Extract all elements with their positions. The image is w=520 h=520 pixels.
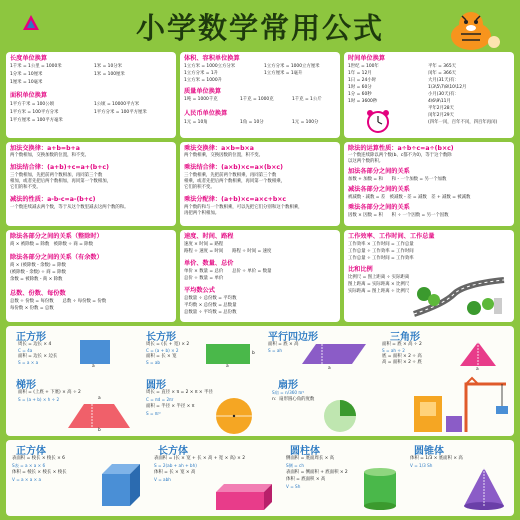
area-line-2: 1公顷 = 10000平方米 <box>94 102 140 107</box>
cube-line-1: 表面积 = 棱长 × 棱长 × 6 <box>12 456 65 461</box>
area-line-3: 1平方米 = 100平方分米 <box>10 110 59 115</box>
triangle-shape <box>458 340 498 368</box>
average-heading: 平均数公式 <box>184 287 215 294</box>
circle-line-2: C = πd = 2πr <box>146 397 174 402</box>
speed-heading: 速度、时间、路程 <box>184 233 234 240</box>
solid-shapes-panel <box>6 440 514 516</box>
work-line-3: 工作总量 ÷ 工作时间 = 工作效率 <box>348 256 414 261</box>
cylinder-line-4: 体积 = 底面积 × 高 <box>286 477 326 482</box>
triangle-line-2: S = ah ÷ 2 <box>382 348 405 353</box>
triangle-line-1: 面积 = 底 × 高 ÷ 2 <box>382 342 422 347</box>
cylinder-shape <box>362 466 398 512</box>
sector-shape <box>322 398 358 434</box>
mul-laws-panel <box>180 142 340 226</box>
volume-weight-panel <box>180 52 340 138</box>
speed-line-1: 速度 × 时间 = 路程 <box>184 242 224 247</box>
time-heading: 时间单位换算 <box>348 55 386 62</box>
trapezoid-label-a: a <box>98 396 101 401</box>
sub-prop-heading: 减法的性质：a-b-c=a-(b+c) <box>10 196 96 203</box>
mul-assoc-heading: 乘法结合律：(a×b)×c=a×(b×c) <box>184 164 283 171</box>
triangle-title: 三角形 <box>390 332 420 343</box>
cylinder-line-1: 侧面积 = 底面周长 × 高 <box>286 456 335 461</box>
time-line-5: 1分 = 60秒 <box>348 92 372 97</box>
add-assoc-line-3: 它们的和不变。 <box>10 185 41 190</box>
time-right-6: 4\6\9\11月 <box>428 99 451 104</box>
time-line-1: 1世纪 = 100年 <box>348 64 379 69</box>
add-exchange-heading: 加法交换律：a+b=b+a <box>10 145 80 152</box>
average-line-2: 平均数 × 总份数 = 总数量 <box>184 303 237 308</box>
length-area-panel <box>6 52 176 138</box>
cube-line-2: S表 = a × a × 6 <box>12 463 46 468</box>
div-rem-line-1: 商 × (被除数 - 余数) = 除数 <box>10 263 66 268</box>
sector-line-2: n：扇形圆心角的度数 <box>272 397 315 402</box>
square-line-1: 周长 = 边长 × 4 <box>18 342 52 347</box>
cube-line-3: 体积 = 棱长 × 棱长 × 棱长 <box>12 470 67 475</box>
mul-assoc-line-2: 相乘，或者先把后两个数相乘，再同第一个数相乘， <box>184 179 285 184</box>
volume-line-3: 1立方分米 = 1升 <box>184 71 219 76</box>
square-shape <box>80 340 110 364</box>
volume-line-4: 1立方厘米 = 1毫升 <box>264 71 303 76</box>
rectangle-label-b: b <box>252 351 255 356</box>
average-line-3: 总数量 ÷ 平均数 = 总份数 <box>184 310 237 315</box>
parallelogram-label-a: a <box>328 366 331 371</box>
ratio-line-2: 图上距离 = 实际距离 × 比例尺 <box>348 282 410 287</box>
mul-exchange-line: 两个数相乘，交换因数的位置，积不变。 <box>184 153 264 158</box>
cuboid-line-2: S = 2(ab + ah + bh) <box>154 463 197 468</box>
time-right-1: 平年 = 365天 <box>428 64 457 69</box>
volume-line-2: 1立方分米 = 1000立方厘米 <box>264 64 320 69</box>
weight-line-2: 1千克 = 1000克 <box>240 97 274 102</box>
rectangle-line-3: 面积 = 长 × 宽 <box>146 354 177 359</box>
triangle-label-a: a <box>476 367 479 372</box>
circle-line-1: 周长 = 直径 × π = 2 × π × 半径 <box>146 390 213 395</box>
cube-title: 正方体 <box>16 446 46 457</box>
trapezoid-label-b: b <box>98 428 101 433</box>
rectangle-line-1: 周长 = (长 + 宽) × 2 <box>146 342 190 347</box>
time-line-6: 1时 = 3600秒 <box>348 99 378 104</box>
time-line-4: 1时 = 60分 <box>348 85 372 90</box>
area-line-4: 1平方分米 = 100平方厘米 <box>94 110 147 115</box>
circle-shape <box>214 396 254 436</box>
relations-panel <box>344 142 514 226</box>
total-line-2: 每份数 × 份数 = 总数 <box>10 306 54 311</box>
div-rem-line-2: (被除数 - 余数) ÷ 商 = 除数 <box>10 270 66 275</box>
money-line-1: 1元 = 10角 <box>184 120 208 125</box>
square-title: 正方形 <box>16 332 46 343</box>
add-assoc-line-1: 三个数相加，先把前两个数相加，再同第三个数 <box>10 173 103 178</box>
cylinder-title: 圆柱体 <box>290 446 320 457</box>
time-panel <box>344 52 514 138</box>
mul-assoc-line-3: 它们的积不变。 <box>184 185 215 190</box>
time-line-2: 1年 = 12月 <box>348 71 372 76</box>
volume-heading: 体积、容积单位换算 <box>184 55 240 62</box>
cone-line-2: V = 1/3 Sh <box>410 463 433 468</box>
volume-line-5: 1立方米 = 1000升 <box>184 78 223 83</box>
ratio-line-1: 比例尺 = 图上距离 ÷ 实际距离 <box>348 275 410 280</box>
area-heading: 面积单位换算 <box>10 92 48 99</box>
sub-parts-line: 被减数 - 减数 = 差 被减数 - 差 = 减数 差 + 减数 = 被减数 <box>348 195 471 200</box>
div-prop-line-2: 以这两个数的积。 <box>348 159 384 164</box>
length-line-1: 1千米 = 1公里 = 1000米 <box>10 64 62 69</box>
weight-line-1: 1吨 = 1000千克 <box>184 97 218 102</box>
road-city-illustration <box>404 274 512 320</box>
mul-dist-line-1: 两个数的和与一个数相乘，可以先把它们分别和这个数相乘， <box>184 205 303 210</box>
ratio-line-3: 实际距离 = 图上距离 ÷ 比例尺 <box>348 289 410 294</box>
time-right-9: (四年一闰，百年不闰，四百年再闰) <box>428 120 498 125</box>
time-line-3: 1日 = 24小时 <box>348 78 377 83</box>
time-right-3: 大月(31天)有： <box>428 78 459 83</box>
cube-shape <box>98 460 146 510</box>
trapezoid-line-2: S = (a + b) × h ÷ 2 <box>18 397 60 402</box>
cone-title: 圆锥体 <box>414 446 444 457</box>
mul-dist-line-2: 再把两个积相加。 <box>184 211 220 216</box>
work-heading: 工作效率、工作时间、工作总量 <box>348 233 435 240</box>
parallelogram-line-2: S = ah <box>268 348 283 353</box>
rectangle-line-4: S = ab <box>146 360 161 365</box>
work-line-2: 工作总量 ÷ 工作效率 = 工作时间 <box>348 249 414 254</box>
cuboid-line-3: 体积 = 长 × 宽 × 高 <box>154 470 196 475</box>
parallelogram-line-1: 面积 = 底 × 高 <box>268 342 299 347</box>
construction-illustration <box>406 376 510 434</box>
add-parts-heading: 加法各部分之间的关系 <box>348 168 410 175</box>
length-line-3: 1分米 = 10厘米 <box>10 72 43 77</box>
length-line-2: 1米 = 10分米 <box>94 64 123 69</box>
plane-shapes-panel <box>6 326 514 436</box>
cuboid-shape <box>214 482 276 512</box>
length-heading: 长度单位换算 <box>10 55 48 62</box>
total-heading: 总数、份数、每份数 <box>10 290 66 297</box>
price-line-2: 总价 ÷ 数量 = 单价 <box>184 276 224 281</box>
cube-line-4: V = a × a × a <box>12 477 42 482</box>
cylinder-line-2: S侧 = ch <box>286 463 304 468</box>
parallelogram-title: 平行四边形 <box>268 332 318 343</box>
square-line-2: C = 4a <box>18 348 33 353</box>
money-heading: 人民币单位换算 <box>184 110 228 117</box>
area-line-5: 1平方厘米 = 100平方毫米 <box>10 118 63 123</box>
mul-parts-line: 因数 × 因数 = 积 积 ÷ 一个因数 = 另一个因数 <box>348 213 449 218</box>
cuboid-line-1: 表面积 = (长 × 宽 + 长 × 高 + 宽 × 高) × 2 <box>154 456 246 461</box>
area-line-1: 1平方千米 = 100公顷 <box>10 102 54 107</box>
time-right-8: 闰年2月29天 <box>428 113 454 118</box>
sub-prop-line: 一个数连续减去两个数，等于从这个数里减去这两个数的和。 <box>10 205 129 210</box>
ratio-heading: 比和比例 <box>348 266 373 273</box>
cylinder-line-3: 表面积 = 侧面积 + 底面积 × 2 <box>286 470 348 475</box>
add-laws-panel <box>6 142 176 226</box>
length-line-4: 1米 = 100厘米 <box>94 72 125 77</box>
money-line-2: 1角 = 10分 <box>240 120 264 125</box>
trapezoid-shape <box>66 402 132 430</box>
tiger-icon <box>436 8 506 52</box>
div-rem-line-3: 余数 = 被除数 - 商 × 除数 <box>10 277 63 282</box>
sector-line-1: S扇 = n/360 πr² <box>272 390 305 395</box>
div-prop-line-1: 一个数连续除以两个数(b、c都不为0)，等于这个数除 <box>348 153 452 158</box>
div-prop-heading: 除法的运算性质：a÷b÷c=a÷(b×c) <box>348 145 454 152</box>
circle-line-4: S = πr² <box>146 411 161 416</box>
circle-title: 圆形 <box>146 380 166 391</box>
sector-title: 扇形 <box>278 380 298 391</box>
time-right-2: 闰年 = 366天 <box>428 71 457 76</box>
page-title: 小学数学常用公式 <box>135 11 384 45</box>
add-exchange-line: 两个数相加，交换加数的位置，和不变。 <box>10 153 90 158</box>
length-line-5: 1厘米 = 10毫米 <box>10 80 43 85</box>
div-parts-line: 商 × 被除数 = 除数 被除数 ÷ 商 = 除数 <box>10 242 93 247</box>
work-ratio-panel <box>344 230 514 322</box>
mul-exchange-heading: 乘法交换律：a×b=b×a <box>184 145 254 152</box>
volume-line-1: 1立方米 = 1000立方分米 <box>184 64 236 69</box>
div-rem-heading: 除法各部分之间的关系（有余数） <box>10 254 103 261</box>
square-line-4: S = a × a <box>18 360 39 365</box>
div-parts-heading: 除法各部分之间的关系（整除时） <box>10 233 103 240</box>
mul-assoc-line-1: 三个数相乘，先把前两个数相乘，再同第三个数 <box>184 173 277 178</box>
total-line-1: 总数 ÷ 份数 = 每份数 总数 ÷ 每份数 = 份数 <box>10 299 107 304</box>
mul-dist-heading: 乘法分配律：(a+b)×c=a×c+b×c <box>184 196 287 203</box>
price-line-1: 单价 × 数量 = 总价 总价 ÷ 单价 = 数量 <box>184 269 272 274</box>
cuboid-title: 长方体 <box>158 446 188 457</box>
speed-price-panel <box>180 230 340 322</box>
cone-shape <box>462 466 506 512</box>
square-line-3: 面积 = 边长 × 边长 <box>18 354 58 359</box>
triangle-line-4: 高 = 面积 × 2 ÷ 底 <box>382 360 422 365</box>
weight-heading: 质量单位换算 <box>184 88 222 95</box>
money-line-3: 1元 = 100分 <box>292 120 319 125</box>
time-right-5: 小月(30天)有： <box>428 92 459 97</box>
rectangle-label-a: a <box>226 364 229 369</box>
rectangle-title: 长方形 <box>146 332 176 343</box>
cylinder-line-5: V = Sh <box>286 484 301 489</box>
rectangle-line-2: C = (a + b) × 2 <box>146 348 179 353</box>
trapezoid-title: 梯形 <box>16 380 36 391</box>
work-line-1: 工作效率 × 工作时间 = 工作总量 <box>348 242 414 247</box>
parallelogram-shape <box>302 342 368 368</box>
average-line-1: 总数量 ÷ 总份数 = 平均数 <box>184 296 237 301</box>
division-panel <box>6 230 176 322</box>
square-label-a: a <box>92 364 95 369</box>
sub-parts-heading: 减法各部分之间的关系 <box>348 186 410 193</box>
circle-line-3: 面积 = 半径 × 半径 × π <box>146 404 195 409</box>
rectangle-shape <box>206 344 250 364</box>
add-assoc-line-2: 相加，或者先把后两个数相加，再同第一个数相加， <box>10 179 111 184</box>
cuboid-line-4: V = abh <box>154 477 171 482</box>
add-parts-line: 加数 + 加数 = 和 和 - 一个加数 = 另一个加数 <box>348 177 447 182</box>
add-assoc-heading: 加法结合律：(a+b)+c=a+(b+c) <box>10 164 109 171</box>
alarm-clock-icon <box>364 108 392 134</box>
price-heading: 单价、数量、总价 <box>184 260 234 267</box>
weight-line-3: 1千克 = 1公斤 <box>292 97 322 102</box>
cone-line-1: 体积 = 1/3 × 底面积 × 高 <box>410 456 463 461</box>
time-right-7: 平年2月28天 <box>428 106 454 111</box>
speed-line-2: 路程 ÷ 速度 = 时间 路程 ÷ 时间 = 速度 <box>184 249 272 254</box>
trapezoid-line-1: 面积 = (上底 + 下底) × 高 ÷ 2 <box>18 390 81 395</box>
time-right-4: 1\3\5\7\8\10\12月 <box>428 85 467 90</box>
triangle-line-3: 底 = 面积 × 2 ÷ 高 <box>382 354 422 359</box>
mul-parts-heading: 乘法各部分之间的关系 <box>348 204 410 211</box>
